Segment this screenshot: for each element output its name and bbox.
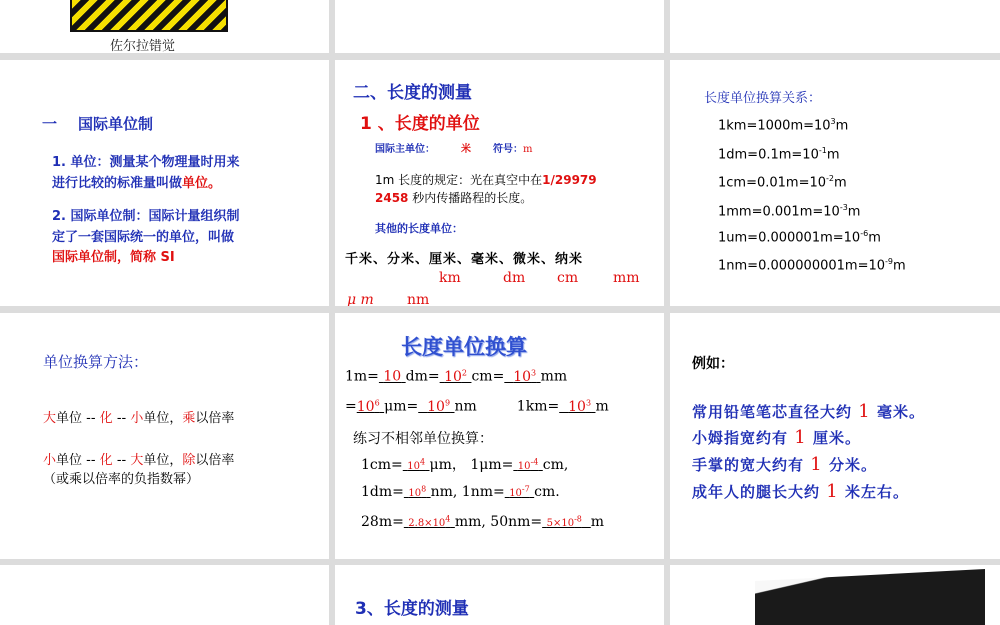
slide-title-partial: 3、长度的测量 <box>355 599 469 619</box>
slide-title: 长度单位换算 <box>401 334 527 359</box>
zollner-illusion-image <box>70 0 228 32</box>
ruler-image <box>755 569 985 625</box>
example-line: 成年人的腿长大约 1 米左右。 <box>692 481 909 502</box>
slide-title: 长度单位换算关系： <box>704 91 822 106</box>
conversion-row: $1cm=0.01m=10^{-2}m$ <box>718 174 847 191</box>
example-line: 手掌的宽大约有 1 分米。 <box>692 454 877 475</box>
conversion-row: $1mm=0.001m=10^{-3}m$ <box>718 203 861 220</box>
slide-title: 例如： <box>692 356 734 372</box>
rule-small-to-big: 小单位 -- 化 -- 大单位，除以倍率 <box>43 453 235 468</box>
conversion-line-5: $28m= 2.8\times 10^4$ mm, $50nm= 5\times 10^{-8}$ m <box>361 514 605 530</box>
def-si-line1: 2. 国际单位制：国际计量组织制 <box>52 209 240 224</box>
conversion-row: $1dm=0.1m=10^{-1}m$ <box>718 146 840 163</box>
slide-title: 二、长度的测量 <box>353 83 472 103</box>
slide-examples[interactable] <box>670 313 1000 559</box>
slide-top-right[interactable] <box>670 0 1000 53</box>
conversion-row: $1km=1000m=10^3m$ <box>718 117 849 134</box>
example-line: 小姆指宽约有 1 厘米。 <box>692 427 861 448</box>
other-units-label: 其他的长度单位： <box>375 222 463 235</box>
slide-subtitle: 1 、长度的单位 <box>360 114 480 134</box>
slide-ruler-photo[interactable] <box>670 565 1000 625</box>
conversion-line-1: 1m= 10 $dm= 10^2$ $cm= 10^3$ mm <box>345 368 568 385</box>
conversion-line-2: $=10^6$ $\mu m= 10^9$ nm $1km= 10^3$ m <box>345 398 609 415</box>
conversion-line-4: $1dm= 10^8$ nm, $1nm= 10^{-7}$ cm. <box>361 484 560 500</box>
unit-symbol-dm: dm <box>503 270 526 286</box>
slide-conversion-method[interactable] <box>0 313 329 559</box>
intl-unit-line: 国际主单位： 米 符号：m <box>375 144 533 155</box>
conversion-line-3: $1cm= 10^4$ μm， $1\mu m= 10^{-4}$ cm, <box>361 457 569 473</box>
section-heading: 国际单位制 <box>78 115 154 133</box>
slide-zollner[interactable] <box>0 0 329 53</box>
unit-symbol-um: μ m <box>347 292 374 306</box>
example-line: 常用铅笔笔芯直径大约 1 毫米。 <box>692 401 925 422</box>
slide-length-units[interactable] <box>335 60 664 306</box>
rule-note: （或乘以倍率的负指数幂） <box>43 472 200 487</box>
slide-unit-conversion[interactable] <box>335 313 664 559</box>
slide-conversion-table[interactable] <box>670 60 1000 306</box>
unit-symbol-mm: mm <box>613 270 640 286</box>
def-si-line2: 定了一套国际统一的单位，叫做 <box>52 230 235 245</box>
def-unit-line1: 1. 单位：测量某个物理量时用来 <box>52 155 240 170</box>
practice-label: 练习不相邻单位换算： <box>353 431 493 447</box>
slide-si-units[interactable] <box>0 60 329 306</box>
slide-measurement[interactable] <box>335 565 664 625</box>
slide-bottom-left[interactable] <box>0 565 329 625</box>
def-unit-line2: 进行比较的标准量叫做单位。 <box>52 176 222 191</box>
meter-definition-line2: 2458 秒内传播路程的长度。 <box>375 191 533 205</box>
other-units-list: 千米、分米、厘米、毫米、微米、纳米 <box>345 252 584 267</box>
caption: 佐尔拉错觉 <box>110 39 176 53</box>
slide-title: 单位换算方法： <box>43 353 149 371</box>
unit-symbol-km: km <box>439 270 461 286</box>
conversion-row: $1um=0.000001m=10^{-6}m$ <box>718 229 881 246</box>
section-number: 一 <box>42 115 58 133</box>
slide-top-middle[interactable] <box>335 0 664 53</box>
meter-definition-line1: 1m 长度的规定：光在真空中在1/29979 <box>375 173 597 187</box>
def-si-line3: 国际单位制，简称 SI <box>52 250 175 265</box>
unit-symbol-cm: cm <box>557 270 579 286</box>
conversion-row: $1nm=0.000000001m=10^{-9}m$ <box>718 257 906 274</box>
unit-symbol-nm: nm <box>407 292 430 306</box>
rule-big-to-small: 大单位 -- 化 -- 小单位，乘以倍率 <box>43 411 235 426</box>
